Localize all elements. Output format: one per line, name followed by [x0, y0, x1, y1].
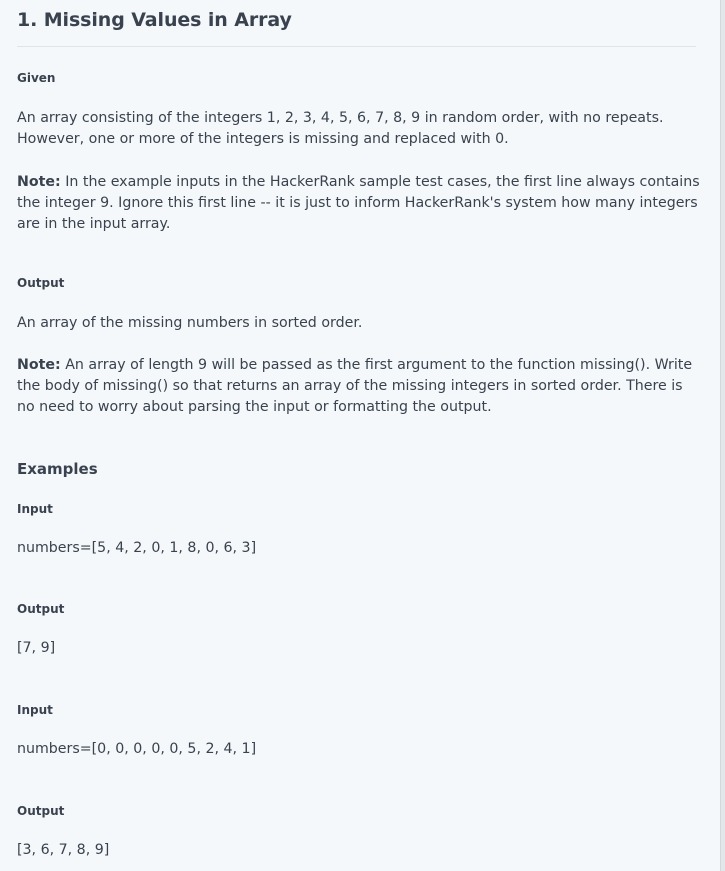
example-2-input-label: Input — [17, 703, 53, 717]
example-1-output-value: [7, 9] — [17, 640, 56, 656]
page-title: 1. Missing Values in Array — [17, 9, 292, 31]
given-note-label: Note: — [17, 174, 61, 190]
output-text: An array of the missing numbers in sorted order. — [17, 315, 363, 331]
examples-heading: Examples — [17, 460, 98, 478]
example-1-input-label: Input — [17, 502, 53, 516]
output-note-label: Note: — [17, 357, 61, 373]
example-2-output-label: Output — [17, 804, 65, 818]
title-divider — [17, 46, 696, 47]
example-2-output-value: [3, 6, 7, 8, 9] — [17, 842, 110, 858]
output-label: Output — [17, 276, 65, 290]
example-1-output-label: Output — [17, 602, 65, 616]
given-note-text: In the example inputs in the HackerRank sample test cases, the first line always contains the integer 9. Ignore this first line -- it is just to inform HackerRank's system how many integers are in the input array. — [17, 174, 700, 232]
example-1-input-value: numbers=[5, 4, 2, 0, 1, 8, 0, 6, 3] — [17, 540, 257, 556]
output-note-text: An array of length 9 will be passed as the first argument to the function missing(). Write the body of missing() so that returns an array of the missing integers in sorted order. There is no need to worry about parsing the input or formatting the output. — [17, 357, 693, 415]
given-label: Given — [17, 71, 56, 85]
scrollbar[interactable] — [720, 0, 725, 871]
output-note — [17, 355, 702, 418]
given-text: An array consisting of the integers 1, 2, 3, 4, 5, 6, 7, 8, 9 in random order, with no repeats. However, one or more of the integers is missing and replaced with 0. — [17, 110, 664, 147]
given-note — [17, 172, 702, 235]
example-2-input-value: numbers=[0, 0, 0, 0, 0, 5, 2, 4, 1] — [17, 741, 257, 757]
